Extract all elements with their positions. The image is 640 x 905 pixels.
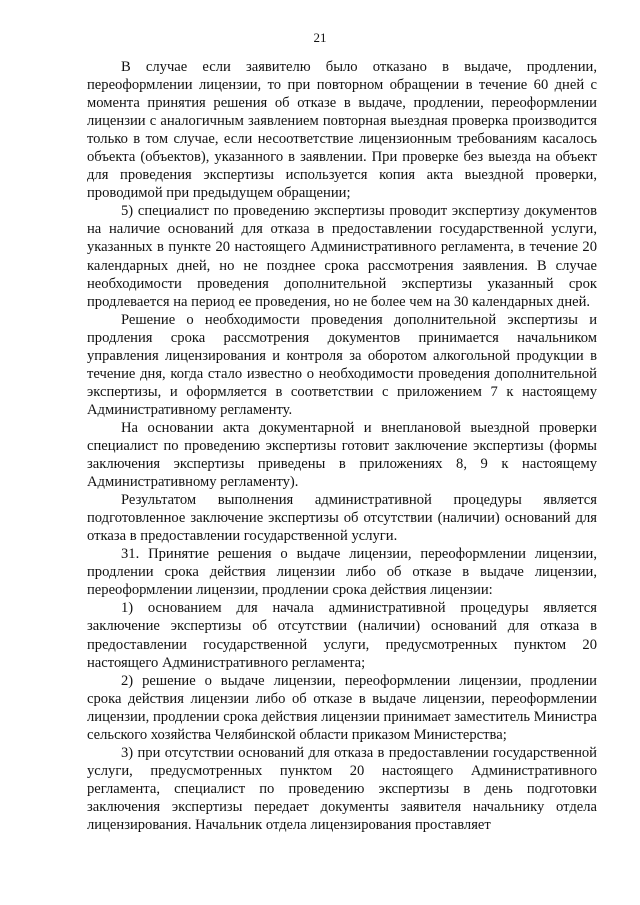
paragraph-section-31-heading: 31. Принятие решения о выдаче лицензии, переоформлении лицензии, продлении срока действия лицензии либо об отказе в выдаче лицензии, переоформлении лицензии, продлении срока действия лицензии: (87, 546, 597, 599)
body-text (87, 58, 597, 834)
paragraph-item-1-basis: 1) основанием для начала административной процедуры является заключение экспертизы об отсутствии (наличии) оснований для отказа в предоставлении государственной услуги, предусмотренных пунктом 20 настоящего Административного регламента; (87, 600, 597, 671)
paragraph-item-2-decision: 2) решение о выдаче лицензии, переоформлении лицензии, продлении срока действия лицензии либо об отказе в выдаче лицензии, переоформлении лицензии, продлении срока действия лицензии принимает заместитель Министра сельского хозяйства Челябинской области приказом Министерства; (87, 672, 597, 743)
page-number: 21 (313, 30, 327, 45)
paragraph-additional-expertise-decision: Решение о необходимости проведения дополнительной экспертизы и продления срока рассмотрения документов принимается начальником управления лицензирования и контроля за оборотом алкогольной продукции в течение дня, когда стало известно о необходимости проведения дополнительной экспертизы, и оформляется в соответствии с приложением 7 к настоящему Административному регламенту. (87, 311, 597, 418)
paragraph-expertise-conclusion: На основании акта документарной и внеплановой выездной проверки специалист по проведению экспертизы готовит заключение экспертизы (формы заключения экспертизы приведены в приложениях 8, 9 к настоящему Административному регламенту). (87, 419, 597, 491)
paragraph-procedure-result: Результатом выполнения административной процедуры является подготовленное заключение экспертизы об отсутствии (наличии) оснований для отказа в предоставлении государственной услуги. (87, 492, 597, 545)
paragraph-item-3-no-grounds: 3) при отсутствии оснований для отказа в предоставлении государственной услуги, предусмотренных пунктом 20 настоящего Административного регламента, специалист по проведению экспертизы в день подготовки заключения экспертизы передает документы заявителя начальнику отдела лицензирования. Начальник отдела лицензирования проставляет (87, 744, 597, 833)
paragraph-repeat-application: В случае если заявителю было отказано в выдаче, продлении, переоформлении лицензии, то при повторном обращении в течение 60 дней с момента принятия решения об отказе в выдаче, продлении, переоформлении лицензии с аналогичным заявлением повторная выездная проверка производится только в том случае, если несоответствие лицензионным требованиям касалось объекта (объектов), указанного в заявлении. При проверке без выезда на объект для проведения экспертизы используется копия акта выездной проверки, проводимой при предыдущем обращении; (87, 59, 597, 202)
paragraph-item-5-expertise: 5) специалист по проведению экспертизы проводит экспертизу документов на наличие оснований для отказа в предоставлении государственной услуги, указанных в пункте 20 настоящего Административного регламента, в течение 20 календарных дней, но не позднее срока рассмотрения заявления. В случае необходимости проведения дополнительной экспертизы указанный срок продлевается на период ее проведения, но не более чем на 30 календарных дней. (87, 203, 597, 310)
